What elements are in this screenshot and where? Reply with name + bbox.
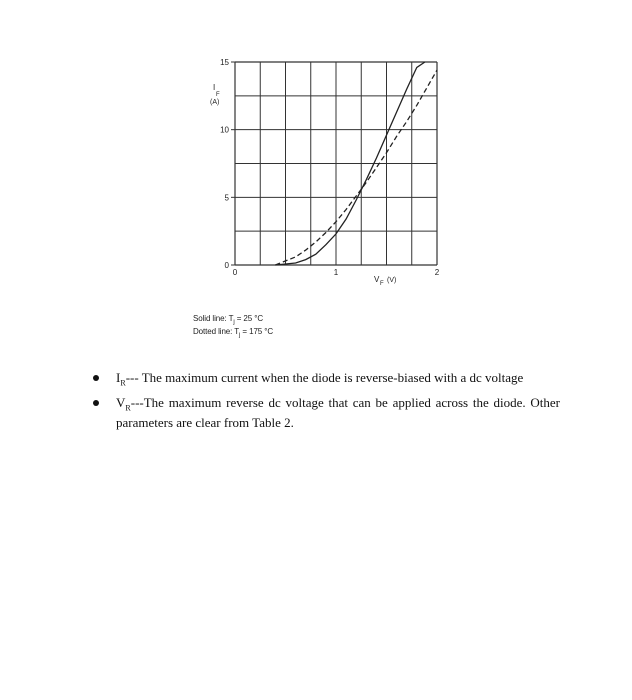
param-symbol bbox=[116, 394, 131, 413]
y-axis-label bbox=[210, 83, 220, 106]
chart-ticks bbox=[220, 58, 440, 277]
list-item bbox=[90, 395, 560, 431]
x-axis-label-unit: (V) bbox=[387, 277, 397, 284]
bullet-icon bbox=[93, 375, 99, 381]
y-axis-label-subscript: F bbox=[216, 92, 220, 98]
legend-dotted-sub: j bbox=[239, 332, 241, 339]
y-tick-label: 15 bbox=[220, 58, 229, 67]
x-axis-label bbox=[374, 275, 396, 287]
y-tick-label: 5 bbox=[224, 193, 229, 203]
legend-solid-suffix: = 25 °C bbox=[234, 314, 264, 323]
x-axis-label-subscript: F bbox=[380, 281, 384, 287]
x-tick-label: 1 bbox=[333, 268, 339, 277]
list-item bbox=[90, 370, 560, 391]
legend-solid-line bbox=[193, 314, 263, 326]
x-tick-label: 2 bbox=[434, 268, 440, 277]
param-symbol-main: V bbox=[116, 394, 126, 410]
param-description: --- The maximum current when the diode is reverse-biased with a dc voltage bbox=[125, 370, 524, 385]
parameter-list bbox=[90, 370, 560, 434]
dotted-curve-175c bbox=[275, 70, 437, 265]
y-tick-label: 10 bbox=[220, 125, 229, 135]
param-symbol-sub: R bbox=[120, 378, 126, 388]
y-axis-label-unit: (A) bbox=[210, 99, 220, 106]
legend-dotted-suffix: = 175 °C bbox=[240, 327, 274, 336]
bullet-icon bbox=[93, 400, 99, 406]
legend-dotted-line bbox=[193, 327, 273, 339]
param-description: ---The maximum reverse dc voltage that can be applied across the diode. Other parameters are clear from Table 2. bbox=[116, 394, 560, 431]
x-axis-label-symbol: V bbox=[374, 275, 380, 284]
y-tick-label: 0 bbox=[224, 261, 229, 270]
legend-solid-sub: j bbox=[233, 319, 235, 326]
y-axis-label-symbol: I bbox=[213, 83, 216, 92]
param-symbol-main: I bbox=[116, 370, 121, 385]
x-tick-label: 0 bbox=[232, 268, 238, 277]
param-symbol bbox=[116, 370, 126, 388]
legend-dotted-prefix: Dotted line: T bbox=[193, 327, 240, 336]
iv-characteristic-chart bbox=[0, 0, 632, 300]
legend-solid-prefix: Solid line: T bbox=[193, 314, 234, 323]
param-symbol-sub: R bbox=[125, 403, 131, 413]
